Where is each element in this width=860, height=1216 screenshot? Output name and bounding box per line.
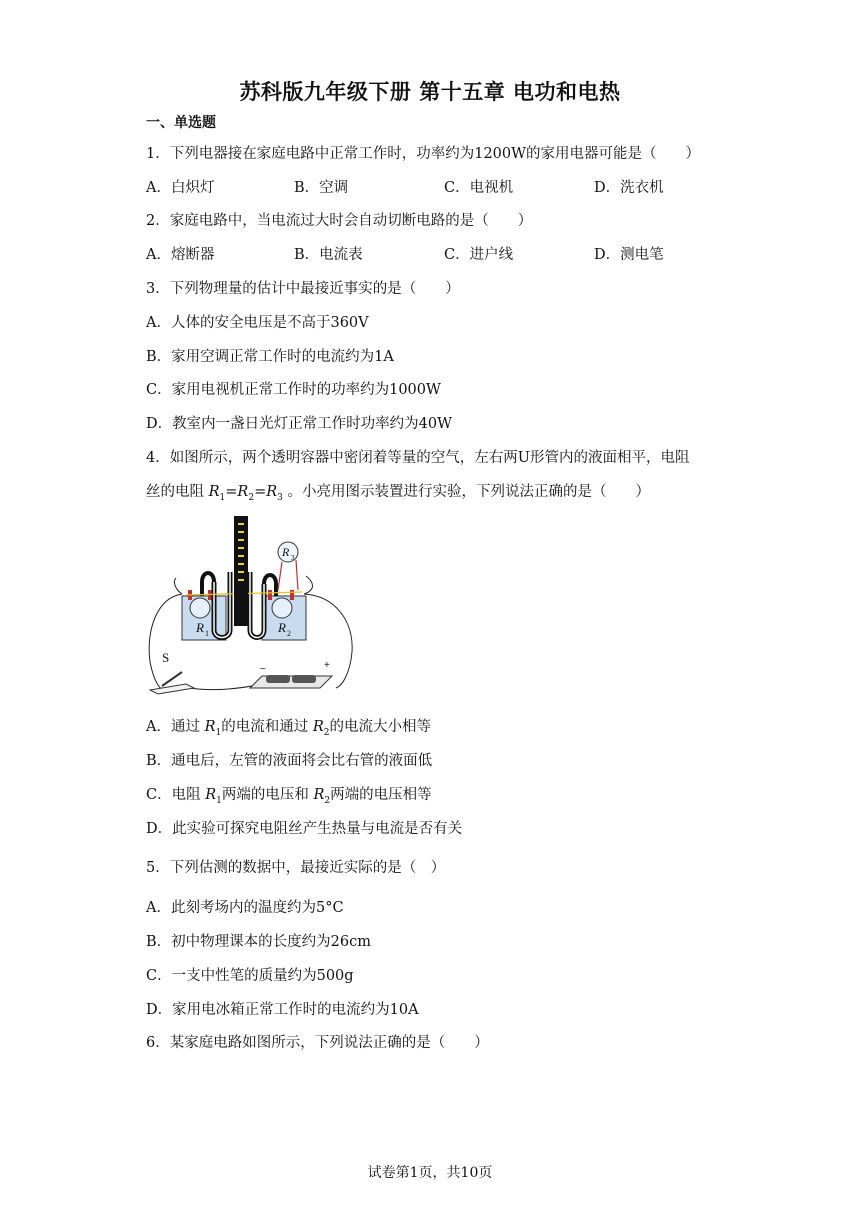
- r1-label-sub: 1: [205, 629, 209, 638]
- q4-stem-prefix: 丝的电阻: [146, 484, 204, 500]
- question-5-option-c[interactable]: C．一支中性笔的质量约为500g: [146, 968, 354, 984]
- circuit-wire: [149, 594, 182, 692]
- circuit-wire: [304, 576, 313, 594]
- question-4-stem-line-1: 4．如图所示，两个透明容器中密闭着等量的空气，左右两U形管内的液面相平，电阻: [146, 450, 690, 466]
- question-3-option-d[interactable]: D．教室内一盏日光灯正常工作时功率约为40W: [146, 416, 452, 432]
- question-5-option-a[interactable]: A．此刻考场内的温度约为5°C: [146, 900, 344, 916]
- question-5-option-d[interactable]: D．家用电冰箱正常工作时的电流约为10A: [146, 1002, 419, 1018]
- battery-minus: −: [260, 664, 266, 675]
- circuit-wire: [174, 578, 182, 594]
- switch-lever: [162, 672, 182, 686]
- question-4-option-a[interactable]: A．通过 $R_1$的电流和通过 $R_2$的电流大小相等: [146, 719, 432, 738]
- question-3-stem: 3．下列物理量的估计中最接近事实的是（ ）: [146, 281, 460, 297]
- question-1-option-c[interactable]: C．电视机: [444, 180, 514, 196]
- switch-label: S: [162, 650, 170, 665]
- question-4-option-c[interactable]: C．电阻 $R_1$两端的电压和 $R_2$两端的电压相等: [146, 787, 432, 806]
- u-tube-right: [250, 572, 264, 638]
- question-5-stem: 5．下列估测的数据中，最接近实际的是（ ）: [146, 860, 446, 876]
- resistance-equation: $R_1=R_2=R_3$: [208, 484, 283, 503]
- r3-label: R: [282, 545, 290, 559]
- battery-plus: +: [324, 660, 330, 671]
- r2-label: R: [278, 620, 286, 635]
- question-2-option-a[interactable]: A．熔断器: [146, 247, 215, 263]
- page-title: 苏科版九年级下册 第十五章 电功和电热: [239, 80, 621, 104]
- r3-wire: [278, 562, 282, 590]
- resistor-r2-bulb: [272, 598, 292, 618]
- r1-label: R: [196, 620, 204, 635]
- joule-heating-apparatus-figure: [146, 512, 366, 702]
- question-3-option-a[interactable]: A．人体的安全电压是不高于360V: [146, 315, 369, 331]
- question-2-option-d[interactable]: D．测电笔: [594, 247, 664, 263]
- question-4-option-d[interactable]: D．此实验可探究电阻丝产生热量与电流是否有关: [146, 821, 463, 837]
- question-6-stem: 6．某家庭电路如图所示，下列说法正确的是（ ）: [146, 1035, 489, 1051]
- question-2-option-c[interactable]: C．进户线: [444, 247, 514, 263]
- r2-label-sub: 2: [287, 629, 291, 638]
- battery-cell: [292, 675, 316, 683]
- question-5-option-b[interactable]: B．初中物理课本的长度约为26cm: [146, 934, 371, 950]
- clip: [290, 590, 294, 600]
- r3-label-sub: 3: [291, 554, 295, 562]
- page-footer: 试卷第1页，共10页: [367, 1165, 493, 1181]
- circuit-wire: [304, 594, 352, 688]
- section-heading: 一、单选题: [146, 115, 216, 131]
- switch-base: [150, 684, 194, 694]
- question-1-stem: 1．下列电器接在家庭电路中正常工作时，功率约为1200W的家用电器可能是（ ）: [146, 146, 701, 162]
- question-1-option-d[interactable]: D．洗衣机: [594, 180, 664, 196]
- question-3-option-b[interactable]: B．家用空调正常工作时的电流约为1A: [146, 349, 394, 365]
- question-2-option-b[interactable]: B．电流表: [294, 247, 363, 263]
- question-2-stem: 2．家庭电路中，当电流过大时会自动切断电路的是（ ）: [146, 213, 533, 229]
- question-4-stem-line-2: [146, 480, 650, 503]
- battery-cell: [266, 675, 290, 683]
- resistor-r1-bulb: [190, 598, 210, 618]
- question-4-option-b[interactable]: B．通电后，左管的液面将会比右管的液面低: [146, 753, 433, 769]
- question-3-option-c[interactable]: C．家用电视机正常工作时的功率约为1000W: [146, 382, 441, 398]
- clip: [268, 590, 272, 600]
- question-1-option-b[interactable]: B．空调: [294, 180, 349, 196]
- battery-box: [250, 676, 332, 688]
- q4-stem-suffix: 。小亮用图示装置进行实验，下列说法正确的是（ ）: [287, 484, 650, 500]
- r3-wire: [296, 560, 298, 590]
- question-1-option-a[interactable]: A．白炽灯: [146, 180, 215, 196]
